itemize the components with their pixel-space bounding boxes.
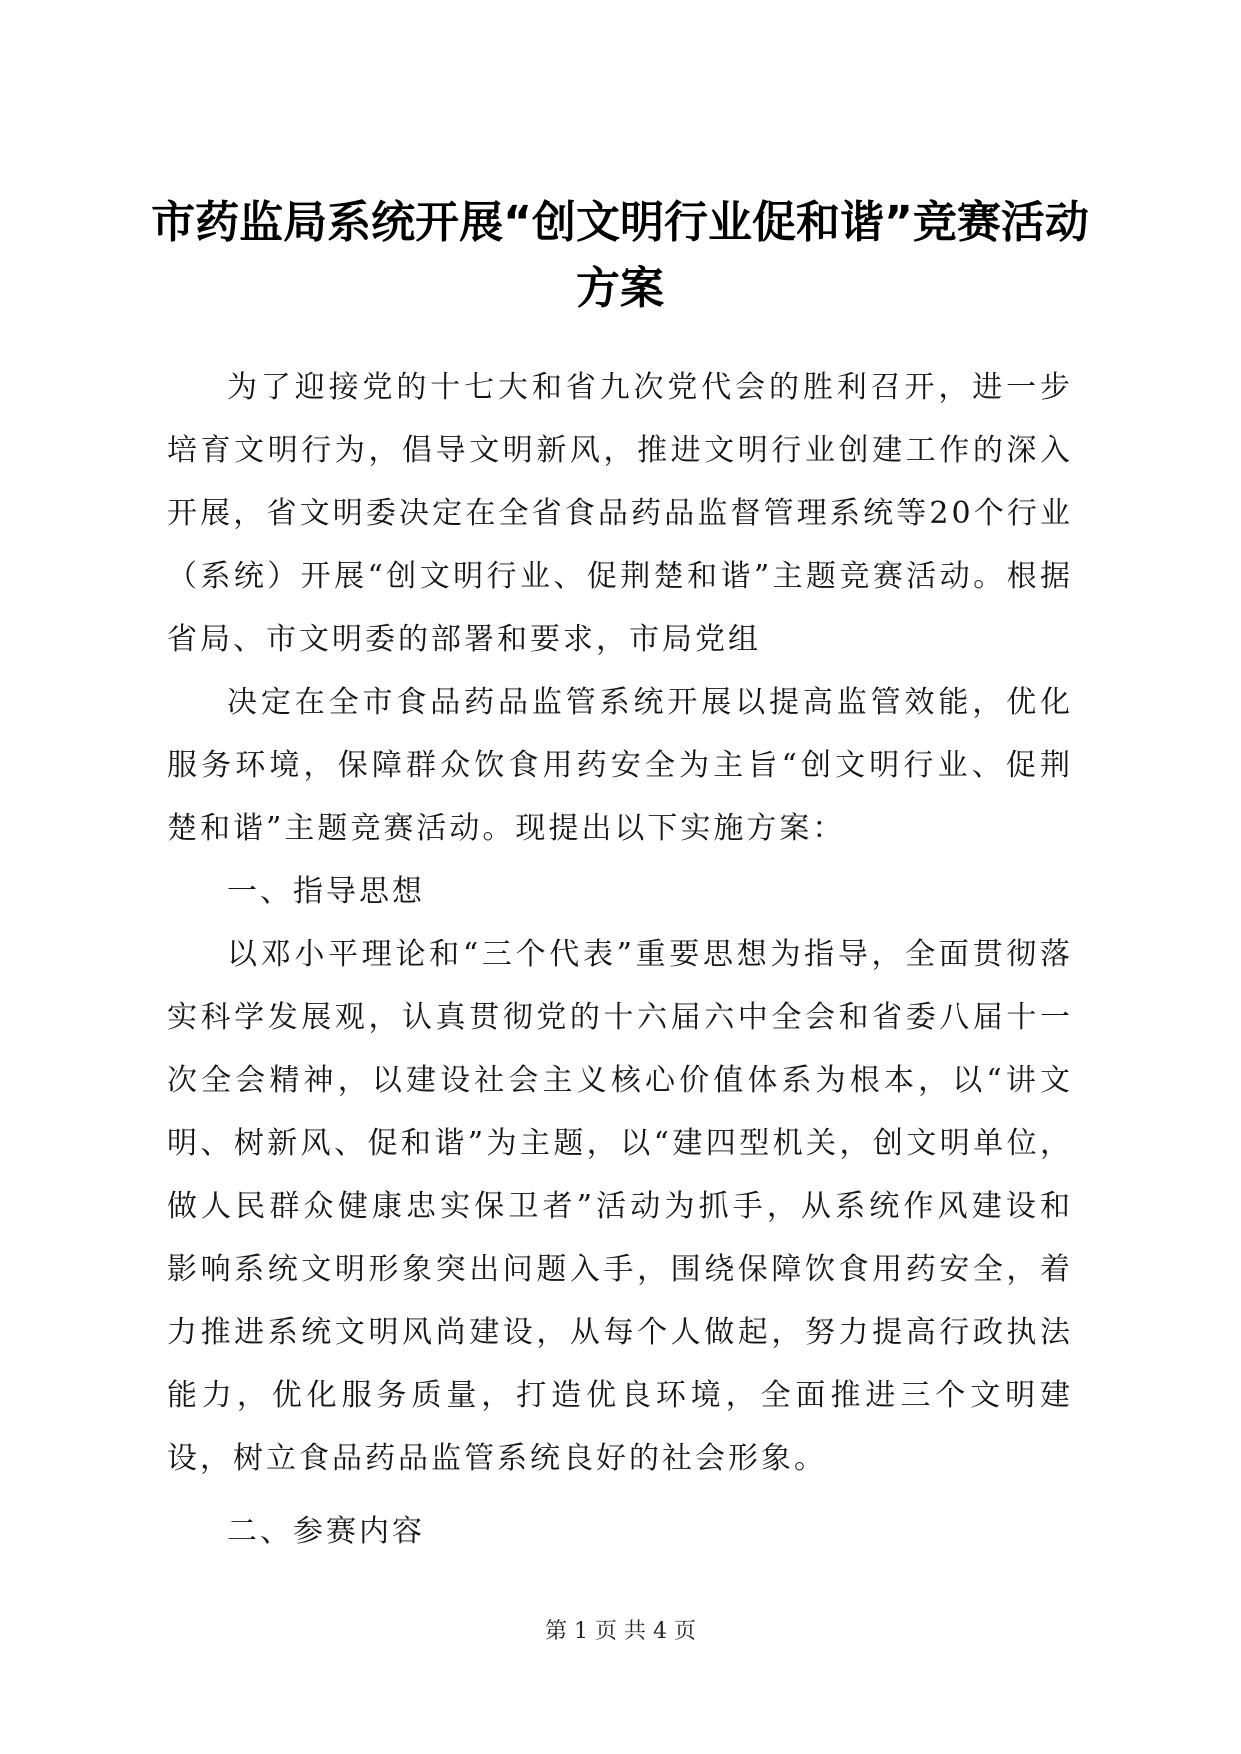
decision-paragraph: 决定在全市食品药品监管系统开展以提高监管效能，优化服务环境，保障群众饮食用药安全为主旨“创文明行业、促荆楚和谐”主题竞赛活动。现提出以下实施方案： <box>167 685 1073 846</box>
guiding-ideology-paragraph: 以邓小平理论和“三个代表”重要思想为指导，全面贯彻落实科学发展观，认真贯彻党的十六届六中全会和省委八届十一次全会精神，以建设社会主义核心价值体系为根本，以“讲文明、树新风、促和谐”为主题，以“建四型机关，创文明单位，做人民群众健康忠实保卫者”活动为抓手，从系统作风建设和影响系统文明形象突出问题入手，围绕保障饮食用药安全，着力推进系统文明风尚建设，从每个人做起，努力提高行政执法能力，优化服务质量，打造优良环境，全面推进三个文明建设，树立食品药品监管系统良好的社会形象。 <box>167 937 1073 1476</box>
document-title: 市药监局系统开展“创文明行业促和谐”竞赛活动方案 <box>151 197 1089 314</box>
section-heading-guiding-ideology: 一、指导思想 <box>227 874 425 909</box>
document-body <box>167 356 1073 1563</box>
page-footer: 第 1 页 共 4 页 <box>545 1619 696 1644</box>
intro-paragraph: 为了迎接党的十七大和省九次党代会的胜利召开，进一步培育文明行为，倡导文明新风，推进文明行业创建工作的深入开展，省文明委决定在全省食品药品监督管理系统等20个行业（系统）开展“创文明行业、促荆楚和谐”主题竞赛活动。根据省局、市文明委的部署和要求，市局党组 <box>167 370 1073 657</box>
section-heading-contest-content: 二、参赛内容 <box>227 1514 425 1549</box>
